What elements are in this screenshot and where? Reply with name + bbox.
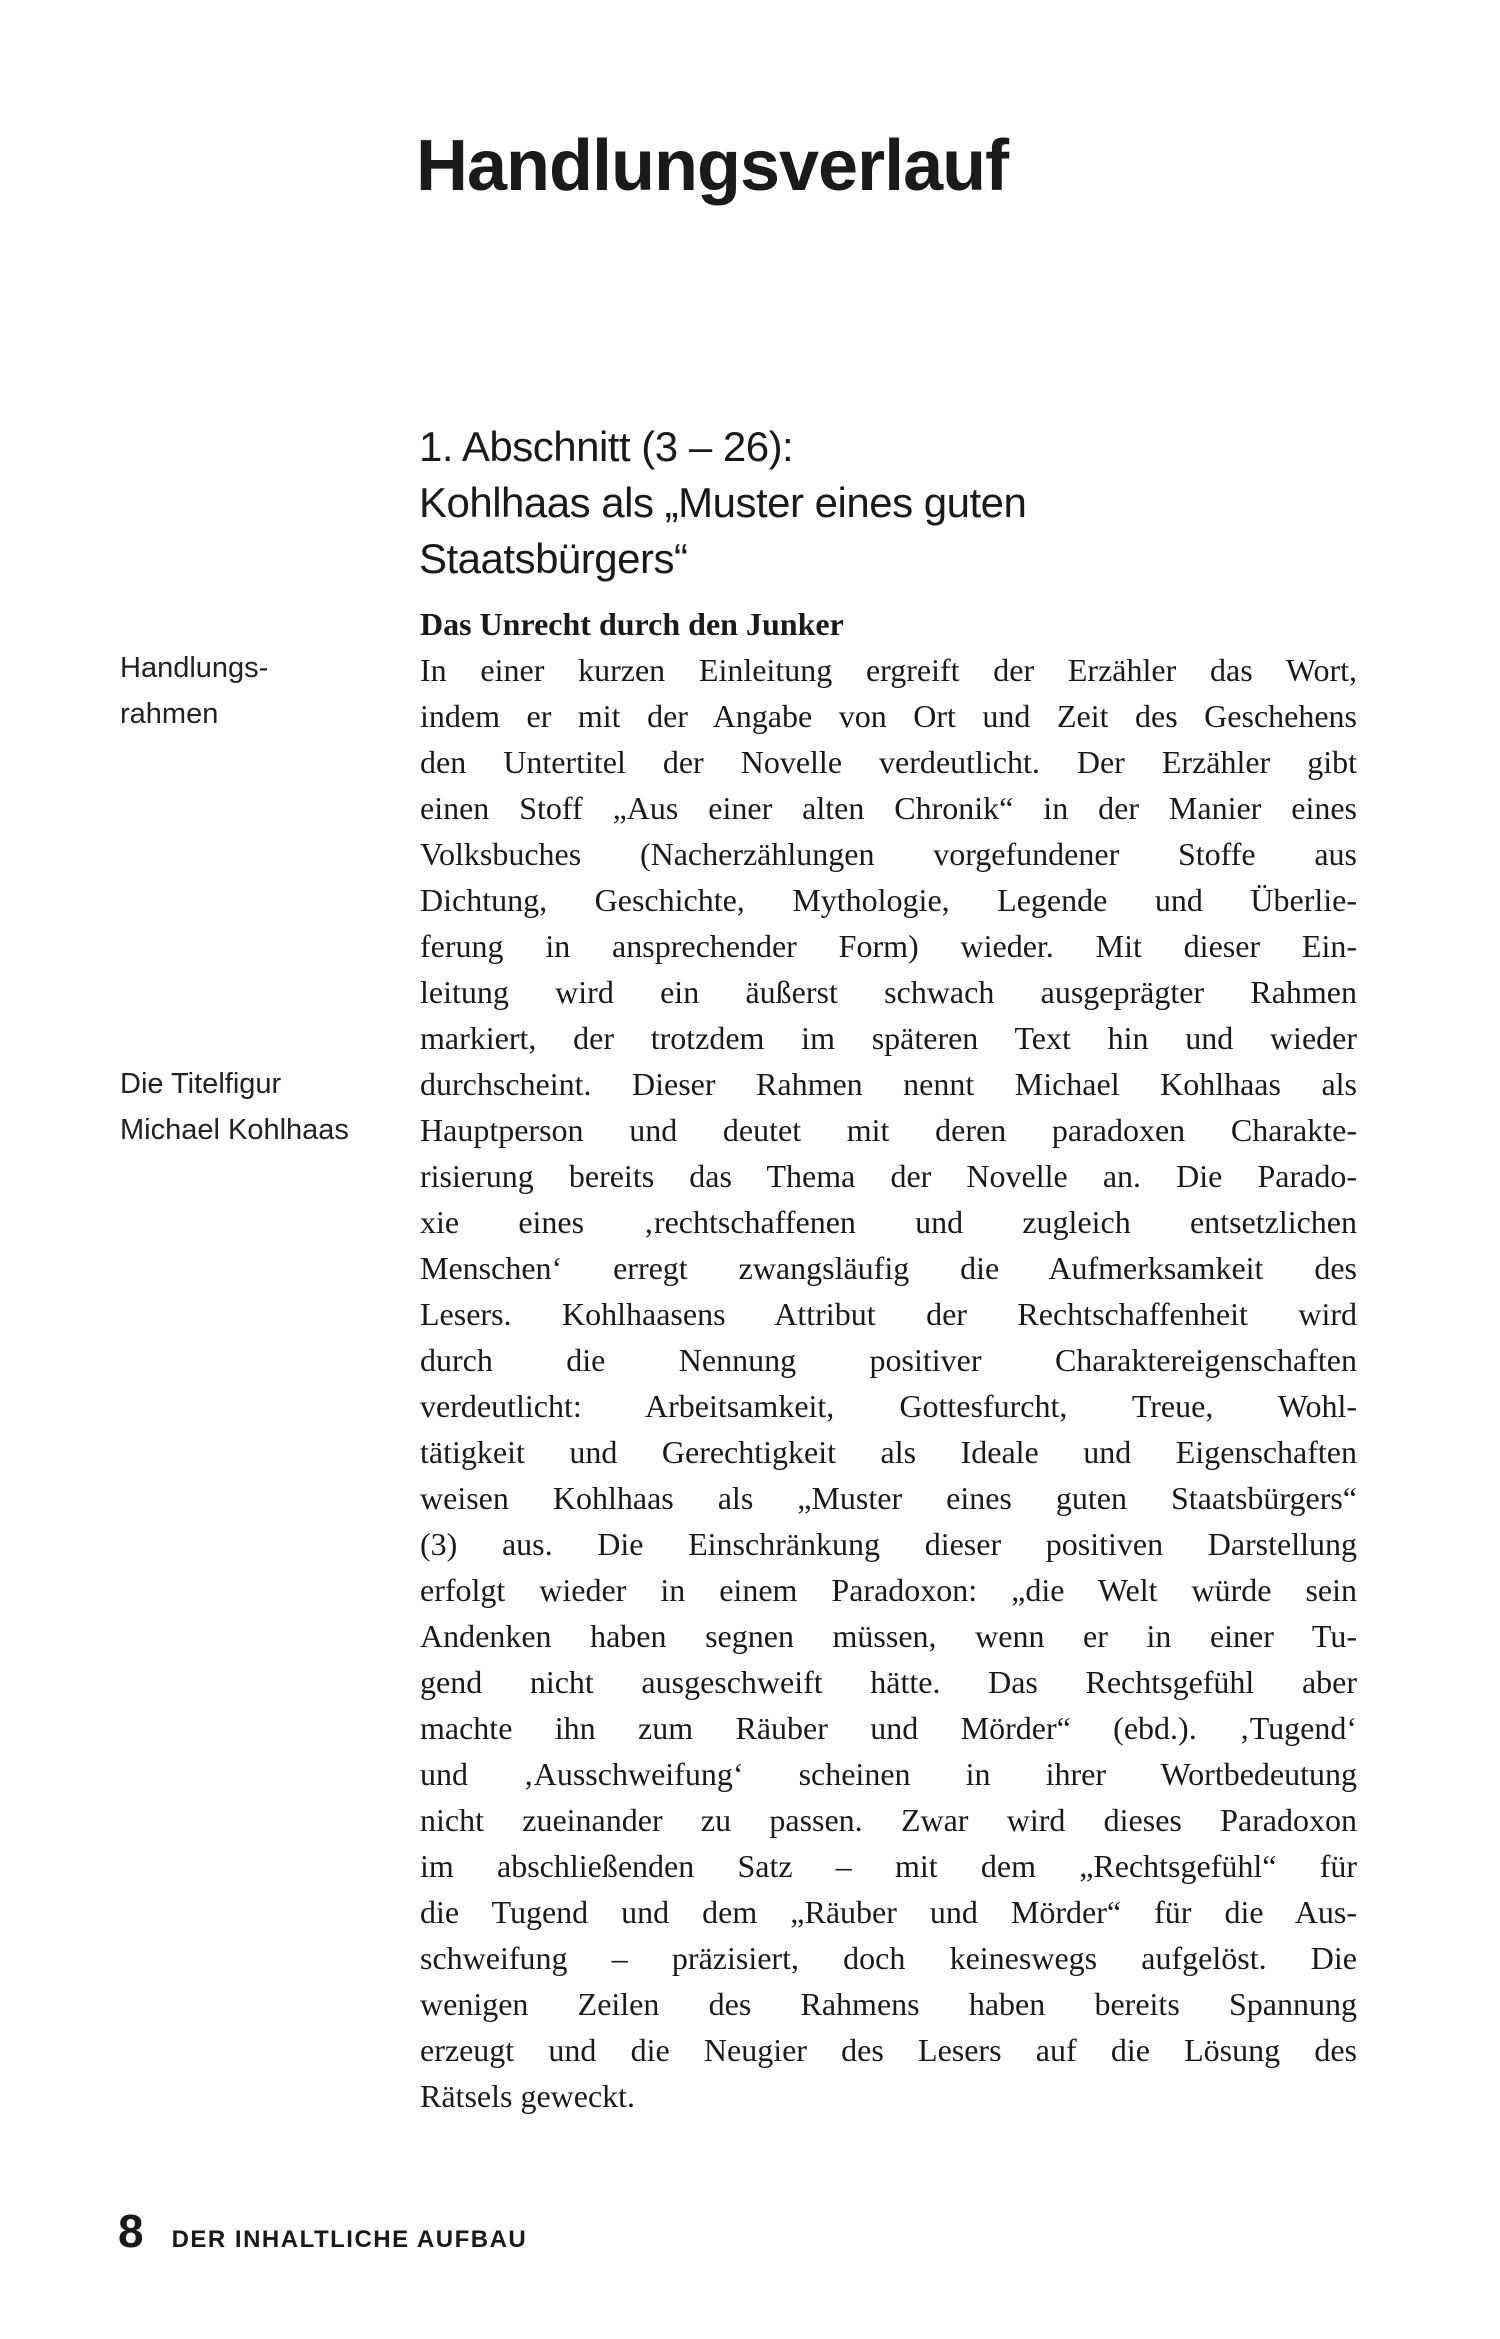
body-text-line: einen Stoff „Aus einer alten Chronik“ in der Manier eines	[420, 790, 1357, 826]
body-text-line: Lesers. Kohlhaasens Attribut der Rechtschaffenheit wird	[420, 1296, 1357, 1332]
body-text-line: machte ihn zum Räuber und Mörder“ (ebd.). ‚Tugend‘	[420, 1710, 1357, 1746]
body-text-line: den Untertitel der Novelle verdeutlicht. Der Erzähler gibt	[420, 744, 1357, 780]
body-text-line: (3) aus. Die Einschränkung dieser positiven Darstellung	[420, 1526, 1357, 1562]
margin-note-line: rahmen	[120, 698, 219, 730]
body-text-line: Rätsels geweckt.	[420, 2078, 636, 2114]
section-heading-line: Kohlhaas als „Muster eines guten	[419, 479, 1027, 526]
body-text	[420, 601, 1357, 2119]
body-paragraph	[420, 647, 1357, 2119]
body-text-line: Volksbuches (Nacherzählungen vorgefundener Stoffe aus	[420, 836, 1357, 872]
margin-note-line: Michael Kohlhaas	[120, 1114, 349, 1146]
body-text-line: markiert, der trotzdem im späteren Text hin und wieder	[420, 1020, 1357, 1056]
body-text-line: Andenken haben segnen müssen, wenn er in einer Tu-	[420, 1618, 1357, 1654]
body-text-line: Hauptperson und deutet mit deren paradoxen Charakte-	[420, 1112, 1357, 1148]
section-heading-line: 1. Abschnitt (3 – 26):	[419, 423, 794, 470]
body-text-line: gend nicht ausgeschweift hätte. Das Rechtsgefühl aber	[420, 1664, 1357, 1700]
body-text-line: erfolgt wieder in einem Paradoxon: „die Welt würde sein	[420, 1572, 1357, 1608]
page-title: Handlungsverlauf	[416, 126, 1009, 206]
body-text-line: und ‚Ausschweifung‘ scheinen in ihrer Wortbedeutung	[420, 1756, 1357, 1792]
body-text-line: wenigen Zeilen des Rahmens haben bereits Spannung	[420, 1986, 1357, 2022]
body-text-line: die Tugend und dem „Räuber und Mörder“ für die Aus-	[420, 1894, 1357, 1930]
margin-note-handlungsrahmen	[120, 645, 400, 737]
section-heading-line: Staatsbürgers“	[419, 535, 688, 582]
body-text-line: Dichtung, Geschichte, Mythologie, Legende und Überlie-	[420, 882, 1357, 918]
margin-note-line: Handlungs-	[120, 652, 269, 684]
page-footer	[118, 2205, 528, 2257]
body-text-line: nicht zueinander zu passen. Zwar wird dieses Paradoxon	[420, 1802, 1357, 1838]
body-text-line: xie eines ‚rechtschaffenen und zugleich entsetzlichen	[420, 1204, 1357, 1240]
body-subheading: Das Unrecht durch den Junker	[420, 606, 844, 642]
body-text-line: durchscheint. Dieser Rahmen nennt Michael Kohlhaas als	[420, 1066, 1357, 1102]
body-text-line: erzeugt und die Neugier des Lesers auf die Lösung des	[420, 2032, 1357, 2068]
margin-note-titelfigur	[120, 1061, 400, 1153]
body-text-line: verdeutlicht: Arbeitsamkeit, Gottesfurcht, Treue, Wohl-	[420, 1388, 1357, 1424]
body-text-line: ferung in ansprechender Form) wieder. Mit dieser Ein-	[420, 928, 1357, 964]
body-text-line: In einer kurzen Einleitung ergreift der Erzähler das Wort,	[420, 652, 1357, 688]
body-text-line: durch die Nennung positiver Charaktereigenschaften	[420, 1342, 1357, 1378]
body-text-line: weisen Kohlhaas als „Muster eines guten Staatsbürgers“	[420, 1480, 1357, 1516]
body-text-line: Menschen‘ erregt zwangsläufig die Aufmerksamkeit des	[420, 1250, 1357, 1286]
body-text-line: tätigkeit und Gerechtigkeit als Ideale und Eigenschaften	[420, 1434, 1357, 1470]
margin-note-line: Die Titelfigur	[120, 1068, 282, 1100]
footer-section-label: DER INHALTLICHE AUFBAU	[171, 2226, 528, 2253]
page-number: 8	[118, 2205, 144, 2257]
section-heading	[419, 419, 1026, 587]
body-text-line: im abschließenden Satz – mit dem „Rechtsgefühl“ für	[420, 1848, 1357, 1884]
body-text-line: indem er mit der Angabe von Ort und Zeit des Geschehens	[420, 698, 1357, 734]
body-text-line: risierung bereits das Thema der Novelle an. Die Parado-	[420, 1158, 1357, 1194]
body-text-line: schweifung – präzisiert, doch keineswegs aufgelöst. Die	[420, 1940, 1357, 1976]
body-text-line: leitung wird ein äußerst schwach ausgeprägter Rahmen	[420, 974, 1357, 1010]
